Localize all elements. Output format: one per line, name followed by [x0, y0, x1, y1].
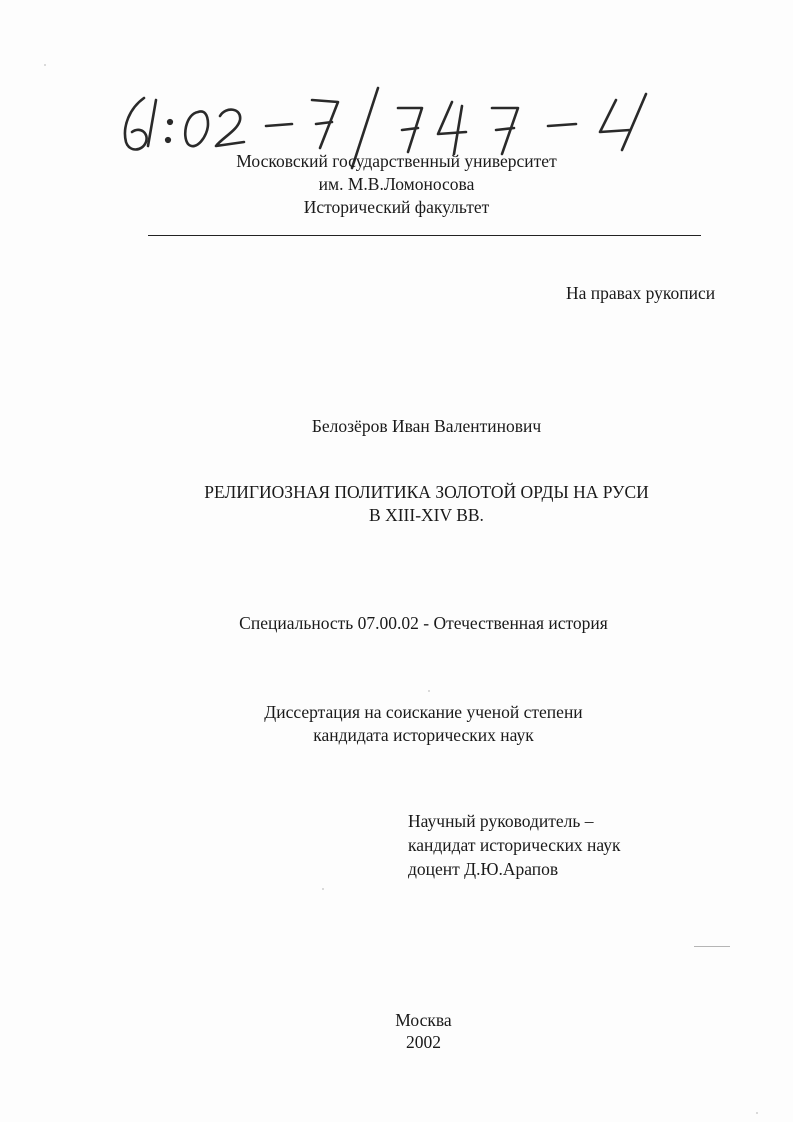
university-name: Московский государственный университет	[236, 151, 557, 171]
degree-statement	[0, 701, 793, 747]
scan-speck	[44, 64, 46, 66]
supervisor-line-1: Научный руководитель –	[408, 811, 594, 831]
year: 2002	[406, 1032, 441, 1052]
city: Москва	[395, 1010, 452, 1030]
specialty-line: Специальность 07.00.02 - Отечественная история	[239, 613, 608, 633]
faculty-name: Исторический факультет	[303, 197, 490, 217]
institution-header	[0, 150, 793, 219]
supervisor-line-3: доцент Д.Ю.Арапов	[408, 859, 559, 879]
manuscript-rights-note: На правах рукописи	[566, 283, 716, 303]
university-namesake: им. М.В.Ломоносова	[318, 174, 475, 194]
header-divider	[148, 235, 701, 236]
scientific-supervisor	[408, 809, 621, 881]
place-and-year	[0, 1009, 793, 1053]
scan-speck	[756, 1112, 758, 1114]
dissertation-title	[0, 481, 793, 527]
supervisor-line-2: кандидат исторических наук	[408, 835, 621, 855]
scan-mark-dash	[694, 946, 730, 947]
degree-line-1: Диссертация на соискание ученой степени	[264, 702, 583, 722]
title-line-1: РЕЛИГИОЗНАЯ ПОЛИТИКА ЗОЛОТОЙ ОРДЫ НА РУСИ	[204, 482, 649, 502]
title-line-2: В XIII-XIV ВВ.	[369, 505, 484, 525]
scan-speck	[428, 690, 430, 692]
degree-line-2: кандидата исторических наук	[313, 725, 534, 745]
author-name: Белозёров Иван Валентинович	[311, 416, 542, 436]
scan-speck	[322, 888, 324, 890]
